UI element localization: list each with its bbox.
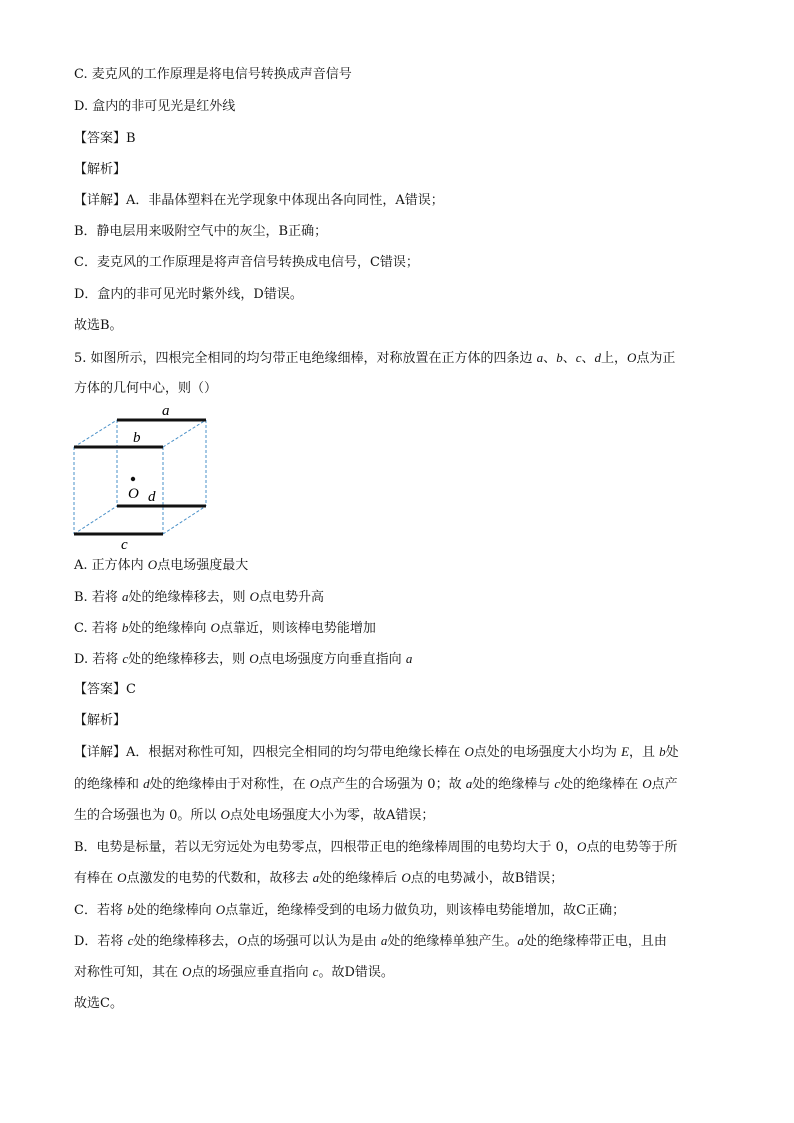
var-a: a: [312, 870, 320, 885]
var-O: O: [182, 964, 192, 979]
var-O: O: [237, 933, 247, 948]
var-c: c: [575, 350, 582, 365]
text: 点为正: [636, 351, 676, 366]
var-a: a: [121, 589, 129, 604]
var-b: b: [659, 744, 666, 759]
var-O: O: [627, 350, 637, 365]
question-5-option-a: [74, 556, 248, 575]
text: 、: [581, 351, 595, 366]
var-O: O: [642, 776, 652, 791]
text: 点产生的合场强为 0；故: [319, 777, 466, 792]
text: 点激发的电势的代数和，故移去: [126, 871, 313, 886]
label-b: b: [133, 430, 141, 446]
question-5-stem-line2: 方体的几何中心，则（）: [74, 381, 218, 396]
text: 点的场强应垂直指向: [191, 965, 313, 980]
var-O: O: [464, 744, 474, 759]
prev-option-c: C. 麦克风的工作原理是将电信号转换成声音信号: [74, 67, 352, 82]
label-c: c: [121, 537, 128, 550]
question-5-option-b: [74, 588, 324, 607]
text: 点的电势减小，故B错误；: [410, 871, 564, 886]
text: 处的绝缘棒后: [319, 871, 402, 886]
var-b: b: [121, 620, 129, 635]
prev-conclusion: 故选B。: [74, 318, 123, 333]
text: 有棒在: [74, 871, 118, 886]
label-d: d: [148, 489, 156, 505]
cube-figure: [70, 400, 220, 550]
center-point-O: [131, 477, 135, 481]
question-5-stem-line1: [74, 349, 675, 368]
explanation-line-1: [74, 743, 679, 762]
var-a: a: [536, 350, 544, 365]
var-O: O: [576, 839, 587, 854]
question-5-answer: 【答案】C: [74, 682, 136, 697]
text: 点靠近，绝缘棒受到的电场力做负功，则该棒电势能增加，故C正确；: [225, 903, 626, 918]
var-O: O: [309, 776, 320, 791]
text: 点处电场强度大小为零，故A错误；: [229, 808, 435, 823]
var-O: O: [215, 902, 226, 917]
text: 点处的电场强度大小均为: [473, 745, 622, 760]
var-b: b: [556, 350, 563, 365]
text: B．电势是标量，若以无穷远处为电势零点，四根带正电的绝缘棒周围的电势均大于 0，: [74, 840, 577, 855]
var-a: a: [465, 776, 473, 791]
var-O: O: [401, 870, 411, 885]
text: 处的绝缘棒移去，则: [128, 590, 250, 605]
text: 点电场强度方向垂直指向: [258, 652, 406, 667]
prev-detail-c: C．麦克风的工作原理是将声音信号转换成电信号，C错误；: [74, 255, 419, 270]
text: D．若将: [74, 934, 128, 949]
var-O: O: [249, 589, 259, 604]
text: 处的绝缘棒带正电，且由: [523, 934, 667, 949]
text: 点产: [651, 777, 678, 792]
text: C．若将: [74, 903, 128, 918]
prev-detail-b: B．静电层用来吸附空气中的灰尘，B正确；: [74, 224, 328, 239]
var-O: O: [220, 807, 230, 822]
text: 处: [665, 745, 679, 760]
text: 处的绝缘棒在: [560, 777, 643, 792]
label-O: O: [128, 486, 139, 502]
prev-option-d: D. 盒内的非可见光是红外线: [74, 99, 236, 114]
text: 处的绝缘棒由于对称性，在: [149, 777, 310, 792]
var-E: E: [621, 744, 630, 759]
text: 点电场强度最大: [157, 558, 249, 573]
explanation-line-4: [74, 838, 677, 857]
question-5-option-d: [74, 650, 412, 669]
text: 上，: [601, 351, 628, 366]
text: B. 若将: [74, 590, 122, 605]
text: 。故D错误。: [318, 965, 394, 980]
text: 处的绝缘棒单独产生。: [387, 934, 518, 949]
var-b: b: [127, 902, 134, 917]
prev-answer: 【答案】B: [74, 131, 136, 146]
text: 对称性可知，其在: [74, 965, 183, 980]
text: 处的绝缘棒移去，则: [128, 652, 250, 667]
prev-analysis-heading: 【解析】: [74, 162, 127, 177]
var-c: c: [554, 776, 561, 791]
prev-detail-d: D．盒内的非可见光时紫外线，D错误。: [74, 287, 303, 302]
explanation-line-8: [74, 963, 394, 982]
explanation-line-5: [74, 869, 563, 888]
var-O: O: [210, 620, 220, 635]
text: A. 正方体内: [74, 558, 148, 573]
explanation-line-7: [74, 932, 667, 951]
text: 点的场强可以认为是由: [246, 934, 381, 949]
explanation-line-3: [74, 806, 434, 825]
var-c: c: [312, 964, 319, 979]
text: 点电势升高: [258, 590, 324, 605]
text: 处的绝缘棒与: [472, 777, 555, 792]
text: 处的绝缘棒向: [133, 903, 216, 918]
var-d: d: [594, 350, 601, 365]
var-O: O: [117, 870, 127, 885]
var-O: O: [147, 557, 158, 572]
text: 点靠近，则该棒电势能增加: [219, 621, 376, 636]
text: C. 若将: [74, 621, 122, 636]
question-5-conclusion: 故选C。: [74, 996, 123, 1011]
text: D. 若将: [74, 652, 123, 667]
var-a: a: [517, 933, 524, 948]
text: 5. 如图所示，四根完全相同的均匀带正电绝缘细棒，对称放置在正方体的四条边: [74, 351, 537, 366]
var-d: d: [143, 776, 150, 791]
explanation-line-2: [74, 775, 678, 794]
question-5-option-c: [74, 619, 376, 638]
var-a: a: [405, 651, 413, 666]
text: 【详解】A．根据对称性可知，四根完全相同的均匀带电绝缘长棒在: [74, 745, 465, 760]
text: 、: [543, 351, 557, 366]
text: 处的绝缘棒向: [128, 621, 211, 636]
text: 生的合场强也为 0。所以: [74, 808, 221, 823]
text: 、: [562, 351, 576, 366]
label-a: a: [162, 403, 170, 419]
var-c: c: [122, 651, 129, 666]
cube-diagram: [70, 400, 220, 550]
text: 点的电势等于所: [586, 840, 678, 855]
text: ，且: [629, 745, 660, 760]
text: 处的绝缘棒移去，: [133, 934, 238, 949]
var-c: c: [127, 933, 134, 948]
explanation-line-6: [74, 901, 625, 920]
prev-detail-a: 【详解】A．非晶体塑料在光学现象中体现出各向同性，A错误；: [74, 193, 444, 208]
var-O: O: [249, 651, 259, 666]
question-5-analysis-heading: 【解析】: [74, 713, 127, 728]
var-a: a: [380, 933, 388, 948]
text: 的绝缘棒和: [74, 777, 144, 792]
